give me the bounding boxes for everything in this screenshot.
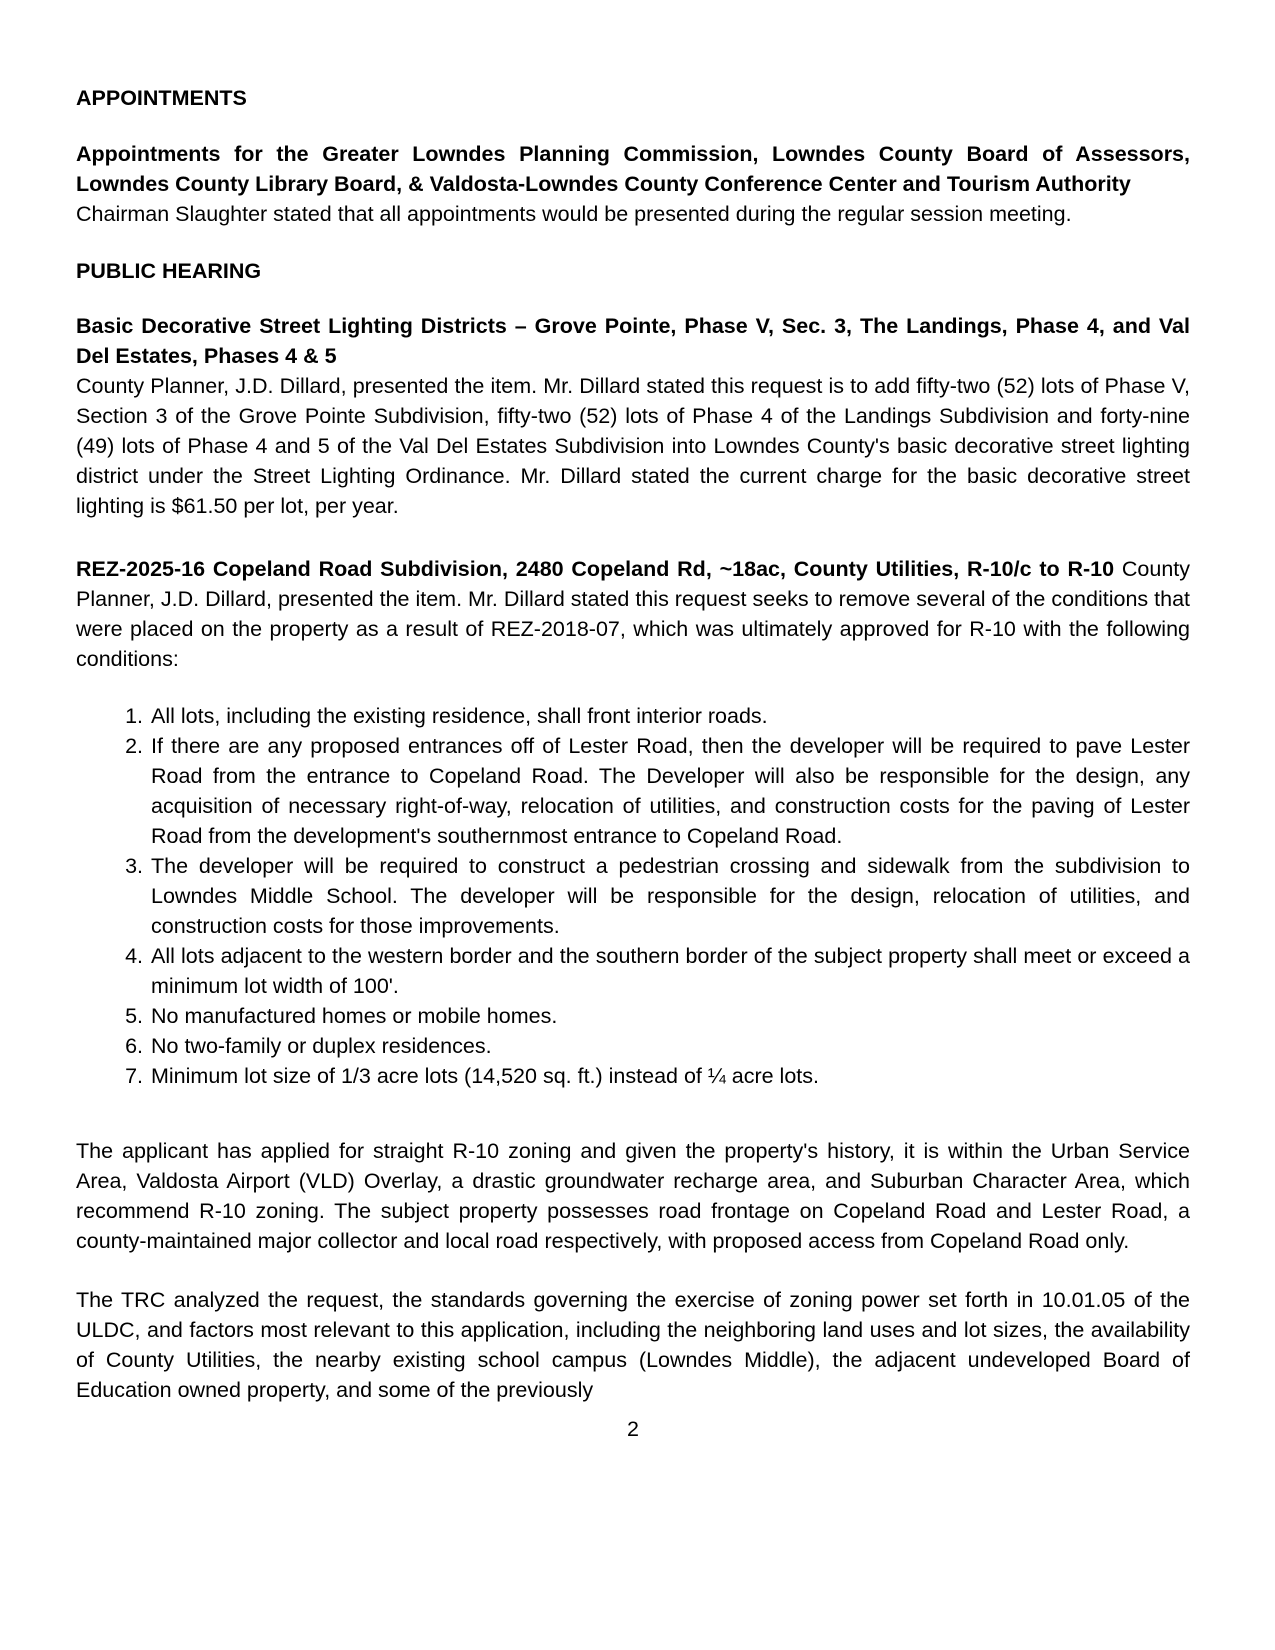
- rez-item-intro: County Planner, J.D. Dillard, presented the item. Mr. Dillard stated this request seeks to remove several of the conditions that were placed on the property as a result of REZ-2018-07, which was ultimately approved for R-10 with the following conditions:: [76, 557, 1190, 671]
- condition-item-5: 5. No manufactured homes or mobile homes.: [149, 1001, 1190, 1031]
- section-heading-appointments: APPOINTMENTS: [76, 86, 247, 110]
- condition-item-6: 6. No two-family or duplex residences.: [149, 1031, 1190, 1061]
- street-lighting-item-title: Basic Decorative Street Lighting Districts – Grove Pointe, Phase V, Sec. 3, The Landings, Phase 4, and Val Del Estates, Phases 4 & 5: [76, 314, 1190, 368]
- trc-analysis-paragraph: The TRC analyzed the request, the standards governing the exercise of zoning power set forth in 10.01.05 of the ULDC, and factors most relevant to this application, including the neighboring land uses and lot sizes, the availability of County Utilities, the nearby existing school campus (Lowndes Middle), the adjacent undeveloped Board of Education owned property, and some of the previously: [76, 1288, 1190, 1402]
- condition-item-3: 3. The developer will be required to construct a pedestrian crossing and sidewalk from the subdivision to Lowndes Middle School. The developer will be responsible for the design, relocation of utilities, and construction costs for those improvements.: [149, 851, 1190, 941]
- rez-item-paragraph: [76, 554, 1190, 674]
- applicant-zoning-paragraph: The applicant has applied for straight R-10 zoning and given the property's history, it is within the Urban Service Area, Valdosta Airport (VLD) Overlay, a drastic groundwater recharge area, and Suburban Character Area, which recommend R-10 zoning. The subject property possesses road frontage on Copeland Road and Lester Road, a county-maintained major collector and local road respectively, with proposed access from Copeland Road only.: [76, 1139, 1190, 1253]
- rez-conditions-list: [76, 701, 1190, 1091]
- section-heading-public-hearing: PUBLIC HEARING: [76, 259, 262, 283]
- condition-item-2: 2. If there are any proposed entrances off of Lester Road, then the developer will be required to pave Lester Road from the entrance to Copeland Road. The Developer will also be responsible for the design, any acquisition of necessary right-of-way, relocation of utilities, and construction costs for the paving of Lester Road from the development's southernmost entrance to Copeland Road.: [149, 731, 1190, 851]
- page-number: 2: [627, 1417, 639, 1441]
- condition-item-1: 1. All lots, including the existing residence, shall front interior roads.: [149, 701, 1190, 731]
- rez-item-title: REZ-2025-16 Copeland Road Subdivision, 2480 Copeland Rd, ~18ac, County Utilities, R-10/c to R-10: [76, 557, 1115, 581]
- condition-item-7: 7. Minimum lot size of 1/3 acre lots (14,520 sq. ft.) instead of ¼ acre lots.: [149, 1061, 1190, 1091]
- condition-item-4: 4. All lots adjacent to the western border and the southern border of the subject property shall meet or exceed a minimum lot width of 100'.: [149, 941, 1190, 1001]
- appointments-item-title: Appointments for the Greater Lowndes Planning Commission, Lowndes County Board of Assessors, Lowndes County Library Board, & Valdosta-Lowndes County Conference Center and Tourism Authority: [76, 142, 1190, 196]
- street-lighting-item-body: County Planner, J.D. Dillard, presented the item. Mr. Dillard stated this request is to add fifty-two (52) lots of Phase V, Section 3 of the Grove Pointe Subdivision, fifty-two (52) lots of Phase 4 of the Landings Subdivision and forty-nine (49) lots of Phase 4 and 5 of the Val Del Estates Subdivision into Lowndes County's basic decorative street lighting district under the Street Lighting Ordinance. Mr. Dillard stated the current charge for the basic decorative street lighting is $61.50 per lot, per year.: [76, 374, 1190, 518]
- appointments-item-body: Chairman Slaughter stated that all appointments would be presented during the regular session meeting.: [76, 202, 1072, 226]
